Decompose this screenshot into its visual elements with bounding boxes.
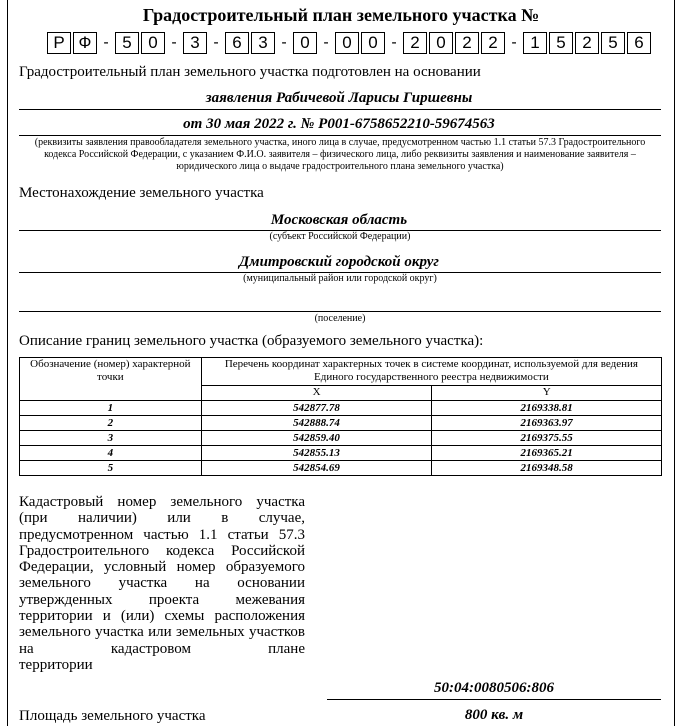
- x-coordinate: 542854.69: [201, 461, 432, 476]
- number-separator: -: [323, 34, 329, 51]
- number-cell: 5: [601, 32, 625, 54]
- x-coordinate: 542888.74: [201, 416, 432, 431]
- cadastral-number: 50:04:0080506:806: [434, 680, 554, 696]
- number-cell: 5: [549, 32, 573, 54]
- document-title: Градостроительный план земельного участка №: [142, 5, 540, 25]
- number-cell: 2: [481, 32, 505, 54]
- subject-caption: (субъект Российской Федерации): [269, 231, 411, 242]
- number-cell: 0: [335, 32, 359, 54]
- coordinates-table: [19, 357, 662, 476]
- number-cell: 2: [455, 32, 479, 54]
- point-number: 4: [20, 446, 202, 461]
- basis-caption: (реквизиты заявления правообладателя земельного участка, иного лица в случае, предусмотренном частью 1.1 статьи 57.3 Градостроительного кодекса Российской Федерации, с указанием Ф.И.О. заявителя – физического лица, либо реквизиты заявления и наименование заявителя – юридического лица о выдаче градостроительного плана земельного участка): [34, 137, 646, 172]
- number-cell: 3: [251, 32, 275, 54]
- number-cell: 6: [627, 32, 651, 54]
- x-coordinate: 542859.40: [201, 431, 432, 446]
- y-coordinate: 2169363.97: [432, 416, 662, 431]
- number-cell: 0: [293, 32, 317, 54]
- plan-number: [47, 31, 653, 55]
- basis-intro: Градостроительный план земельного участка подготовлен на основании: [19, 64, 481, 80]
- coordinates-header: Перечень координат характерных точек в системе координат, используемой для ведения Единого государственного реестра недвижимости: [201, 358, 661, 386]
- coordinate-row: [20, 446, 662, 461]
- y-coordinate: 2169375.55: [432, 431, 662, 446]
- number-cell: 2: [403, 32, 427, 54]
- number-separator: -: [511, 34, 517, 51]
- cadastral-underline: [327, 699, 661, 700]
- x-header: X: [201, 386, 432, 401]
- area-value: 800 кв. м: [464, 707, 524, 723]
- application-underline: [19, 135, 661, 136]
- number-separator: -: [171, 34, 177, 51]
- cadastral-label-last: территории: [19, 656, 93, 673]
- coordinate-row: [20, 431, 662, 446]
- cadastral-label-text: Кадастровый номер земельного участка (при наличии) или в случае, предусмотренном частью 1.1 статьи 57.3 Градостроительного кодекса Российской Федерации, условный номер образуемого земельного участка на основании утвержденных проекта межевания территории и (или) схемы расположения земельного участка или земельных участков на кадастровом плане: [19, 494, 305, 657]
- number-cell: 6: [225, 32, 249, 54]
- number-cell: 3: [183, 32, 207, 54]
- number-cell: 1: [523, 32, 547, 54]
- coordinate-row: [20, 401, 662, 416]
- y-coordinate: 2169365.21: [432, 446, 662, 461]
- number-separator: -: [103, 34, 109, 51]
- location-label: Местонахождение земельного участка: [19, 185, 264, 201]
- frame-left-border: [7, 0, 8, 726]
- number-cell: Ф: [73, 32, 97, 54]
- number-cell: 0: [141, 32, 165, 54]
- number-cell: Р: [47, 32, 71, 54]
- x-coordinate: 542877.78: [201, 401, 432, 416]
- coordinate-row: [20, 461, 662, 476]
- number-cell: 5: [115, 32, 139, 54]
- point-number: 1: [20, 401, 202, 416]
- coordinate-row: [20, 416, 662, 431]
- point-number: 3: [20, 431, 202, 446]
- applicant-underline: [19, 109, 661, 110]
- point-number: 2: [20, 416, 202, 431]
- number-separator: -: [391, 34, 397, 51]
- settlement-underline: [19, 311, 661, 312]
- area-label: Площадь земельного участка: [19, 708, 206, 724]
- frame-right-border: [674, 0, 675, 726]
- point-number: 5: [20, 461, 202, 476]
- point-number-header: Обозначение (номер) характерной точки: [20, 358, 202, 401]
- y-coordinate: 2169348.58: [432, 461, 662, 476]
- number-cell: 0: [361, 32, 385, 54]
- number-separator: -: [213, 34, 219, 51]
- district-value: Дмитровский городской округ: [239, 254, 439, 270]
- number-separator: -: [281, 34, 287, 51]
- application-date-number: от 30 мая 2022 г. № P001-6758652210-59674563: [183, 116, 495, 132]
- x-coordinate: 542855.13: [201, 446, 432, 461]
- boundaries-label: Описание границ земельного участка (образуемого земельного участка):: [19, 333, 484, 349]
- y-coordinate: 2169338.81: [432, 401, 662, 416]
- district-caption: (муниципальный район или городской округ): [243, 273, 437, 284]
- settlement-caption: (поселение): [314, 313, 366, 324]
- cadastral-label: [19, 494, 305, 673]
- number-cell: 0: [429, 32, 453, 54]
- number-cell: 2: [575, 32, 599, 54]
- subject-value: Московская область: [270, 212, 408, 228]
- y-header: Y: [432, 386, 662, 401]
- applicant-name: заявления Рабичевой Ларисы Гиршевны: [205, 90, 473, 106]
